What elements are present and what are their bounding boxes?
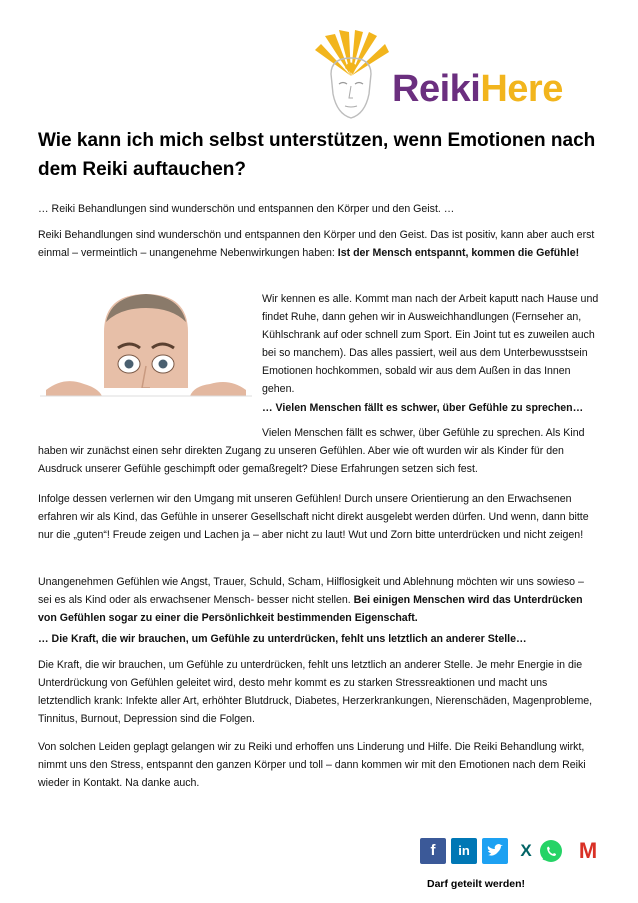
paragraph-5: Unangenehmen Gefühlen wie Angst, Trauer, Schuld, Scham, Hilflosigkeit und Ablehnung möchten wir uns sowieso – sei es als Kind oder als erwachsener Mensch- besser nicht stellen. Bei einigen Menschen wird das Unterdrücken von Gefühlen sogar zu einer die Persönlichkeit bestimmenden Eigenschaft.	[38, 576, 584, 624]
subheading-feelings: … Vielen Menschen fällt es schwer, über Gefühle zu sprechen…	[262, 402, 584, 414]
twitter-icon[interactable]	[482, 838, 508, 864]
paragraph-7: Von solchen Leiden geplagt gelangen wir zu Reiki und erhoffen uns Linderung und Hilfe. Die Reiki Behandlung wirkt, nimmt uns den Stress, entspannt den ganzen Körper und toll – dann kommen wir mit den Emotionen nach dem Reiki wieder in Kontakt. Na danke auch.	[38, 741, 586, 789]
paragraph-4: Infolge dessen verlernen wir den Umgang mit unseren Gefühlen! Durch unsere Orientierung an den Erwachsenen erfahren wir als Kind, das Gefühle in unserer Gesellschaft nicht direkt ausgelebt werden dürfen. Und wenn, dann bitte nur die „guten“! Freude zeigen und Lachen ja – aber nicht zu laut! Wut und Zorn bitte unterdrücken und nicht zeigen!	[38, 493, 589, 541]
paragraph-3-rest: haben wir zunächst einen sehr direkten Zugang zu unseren Gefühlen. Aber wie oft wurden wir als Kinder für den Ausdruck unserer Gefühle geschimpft oder gemaßregelt? Diese Erfahrungen setzen sich fest.	[38, 445, 564, 475]
man-peeking-photo	[40, 292, 252, 404]
xing-icon[interactable]: X	[513, 838, 539, 864]
page-title: Wie kann ich mich selbst unterstützen, wenn Emotionen nach dem Reiki auftauchen?	[38, 130, 596, 180]
whatsapp-icon[interactable]	[538, 838, 564, 864]
logo-wordmark: ReikiHere	[392, 68, 563, 110]
face-logo-icon	[305, 28, 397, 128]
social-share-bar	[420, 836, 610, 866]
paragraph-2: Wir kennen es alle. Kommt man nach der Arbeit kaputt nach Hause und findet Ruhe, dann gehen wir in Ausweichhandlungen (Fernseher an, Kühlschrank auf oder schnell zum Sport. Ein Joint tut es zuweilen auch bei so manchem). Das alles passiert, weil aus dem Unterbewusstsein Emotionen hochkommen, sobald wir aus dem Außen in das Innen gehen.	[262, 293, 599, 395]
linkedin-icon[interactable]: in	[451, 838, 477, 864]
facebook-icon[interactable]: f	[420, 838, 446, 864]
subheading-energy: … Die Kraft, die wir brauchen, um Gefühle zu unterdrücken, fehlt uns letztlich an anderer Stelle…	[38, 633, 527, 645]
paragraph-3-start: Vielen Menschen fällt es schwer, über Gefühle zu sprechen. Als Kind	[262, 427, 585, 439]
gmail-icon[interactable]: M	[570, 838, 606, 864]
paragraph-1: Reiki Behandlungen sind wunderschön und entspannen den Körper und den Geist. Das ist positiv, kann aber auch erst einmal – vermeintlich – unangenehme Nebenwirkungen haben: Ist der Mensch entspannt, kommen die Gefühle!	[38, 229, 595, 259]
reikihere-logo	[305, 28, 605, 128]
share-permission-note: Darf geteilt werden!	[427, 878, 526, 890]
paragraph-6: Die Kraft, die wir brauchen, um Gefühle zu unterdrücken, fehlt uns letztlich an anderer Stelle. Je mehr Energie in die Unterdrückung von Gefühlen geleitet wird, desto mehr kommt es zu starken Stressreaktionen und macht uns letztendlich krank: Infekte aller Art, erhöhter Blutdruck, Diabetes, Herzerkrankungen, Nierenschäden, Magenprobleme, Tinnitus, Burnout, Depression sind die Folgen.	[38, 659, 593, 725]
intro-paragraph: … Reiki Behandlungen sind wunderschön und entspannen den Körper und den Geist. …	[38, 203, 455, 215]
